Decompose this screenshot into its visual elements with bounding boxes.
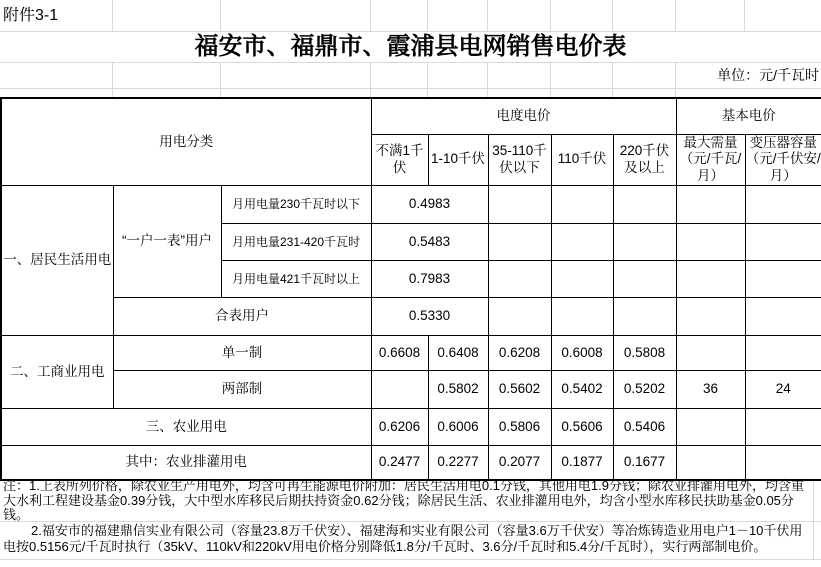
price-cell: 0.5606 — [551, 409, 613, 446]
header-voltage-1-10kv: 1-10千伏 — [428, 134, 488, 186]
price-cell — [551, 298, 613, 336]
price-cell: 0.2277 — [428, 446, 488, 480]
gridline — [675, 62, 676, 97]
note-2: 2.福安市的福建鼎信实业有限公司（容量23.8万千伏安）、福建海和实业有限公司（容量3.6万千伏安）等冶炼铸造业用电户1－10千伏用电按0.5156元/千瓦时执行（35kV、110kV和220kV用电价格分别降低1.8分/千瓦时、3.6分/千瓦时和5.4分/千瓦时），实行两部制电价。 — [3, 523, 803, 554]
price-cell — [488, 224, 551, 261]
table-row — [1, 371, 821, 409]
basic-price-cell — [745, 186, 821, 224]
gridline — [550, 0, 551, 31]
price-cell — [488, 261, 551, 298]
table-row — [1, 186, 821, 224]
gridline — [427, 0, 428, 31]
gridline — [370, 0, 371, 31]
header-voltage-under1kv: 不满1千伏 — [371, 134, 428, 186]
gridline — [112, 0, 113, 31]
tier-label: 月用电量231-420千瓦时 — [221, 224, 371, 261]
price-cell: 0.6008 — [551, 336, 613, 371]
price-cell — [613, 224, 676, 261]
header-basic-price-group: 基本电价 — [676, 98, 821, 134]
note-1: 注：1.上表所列价格，除农业生产用电外，均含可再生能源电价附加：居民生活用电0.1分钱，其他用电1.9分钱；除农业排灌用电外，均含重大水利工程建设基金0.39分钱，大中型水库移民后期扶持资金0.62分钱；除居民生活、农业排灌用电外，均含小型水库移民扶助基金0.05分钱。 — [3, 478, 804, 522]
basic-price-cell — [676, 409, 745, 446]
price-cell: 0.2477 — [371, 446, 428, 480]
price-cell: 0.5808 — [613, 336, 676, 371]
category-agricultural-irrigation: 其中：农业排灌用电 — [1, 446, 371, 480]
gridline — [112, 62, 113, 97]
price-cell: 0.6006 — [428, 409, 488, 446]
price-cell — [551, 186, 613, 224]
price-cell: 0.1677 — [613, 446, 676, 480]
price-cell: 0.6206 — [371, 409, 428, 446]
price-cell: 0.5602 — [488, 371, 551, 409]
price-cell: 0.5802 — [428, 371, 488, 409]
basic-price-cell — [676, 336, 745, 371]
gridline — [487, 62, 488, 97]
price-cell — [371, 371, 428, 409]
basic-price-cell — [745, 298, 821, 336]
tier-label: 月用电量421千瓦时以上 — [221, 261, 371, 298]
basic-price-cell — [676, 298, 745, 336]
gridline — [612, 62, 613, 97]
price-cell: 0.5402 — [551, 371, 613, 409]
subcategory-combined-meter: 合表用户 — [113, 298, 371, 336]
header-voltage-110kv: 110千伏 — [551, 134, 613, 186]
gridline — [612, 0, 613, 31]
category-residential: 一、居民生活用电 — [1, 186, 113, 336]
basic-price-cell — [676, 224, 745, 261]
tier-label: 月用电量230千瓦时以下 — [221, 186, 371, 224]
subcategory-one-meter: “一户一表”用户 — [113, 186, 221, 298]
basic-price-cell — [745, 224, 821, 261]
table-row — [1, 98, 821, 134]
price-cell — [613, 186, 676, 224]
gridline — [487, 0, 488, 31]
price-cell: 0.6208 — [488, 336, 551, 371]
basic-price-cell — [745, 336, 821, 371]
table-row — [1, 446, 821, 480]
gridline — [427, 62, 428, 97]
gridline — [0, 559, 821, 560]
price-cell: 0.5330 — [371, 298, 488, 336]
price-cell: 0.7983 — [371, 261, 488, 298]
price-cell — [613, 261, 676, 298]
price-cell: 0.1877 — [551, 446, 613, 480]
basic-price-cell — [745, 446, 821, 480]
attachment-label: 附件3-1 — [3, 7, 59, 24]
transformer-capacity-cell: 24 — [745, 371, 821, 409]
category-industrial-commercial: 二、工商业用电 — [1, 336, 113, 409]
gridline — [0, 88, 821, 89]
price-cell — [488, 186, 551, 224]
header-voltage-35-110kv: 35-110千伏以下 — [488, 134, 551, 186]
price-cell — [551, 224, 613, 261]
basic-price-cell — [676, 446, 745, 480]
price-cell: 0.5483 — [371, 224, 488, 261]
subcategory-two-part: 两部制 — [113, 371, 371, 409]
header-transformer-capacity: 变压器容量（元/千伏安/月） — [745, 134, 821, 186]
gridline — [220, 62, 221, 97]
header-voltage-220kv: 220千伏及以上 — [613, 134, 676, 186]
category-agricultural: 三、农业用电 — [1, 409, 371, 446]
table-row — [1, 409, 821, 446]
subcategory-single-part: 单一制 — [113, 336, 371, 371]
price-cell: 0.5406 — [613, 409, 676, 446]
table-row — [1, 298, 821, 336]
unit-label: 单位：元/千瓦时 — [717, 67, 819, 83]
price-cell: 0.6608 — [371, 336, 428, 371]
price-table — [0, 97, 821, 481]
header-max-demand: 最大需量（元/千瓦/月） — [676, 134, 745, 186]
max-demand-cell: 36 — [676, 371, 745, 409]
gridline — [370, 62, 371, 97]
page-title: 福安市、福鼎市、霞浦县电网销售电价表 — [194, 33, 627, 60]
gridline — [675, 0, 676, 31]
price-cell: 0.2077 — [488, 446, 551, 480]
basic-price-cell — [745, 261, 821, 298]
price-cell: 0.4983 — [371, 186, 488, 224]
price-cell — [488, 298, 551, 336]
header-classification: 用电分类 — [1, 98, 371, 186]
basic-price-cell — [676, 261, 745, 298]
gridline — [550, 62, 551, 97]
gridline — [220, 0, 221, 31]
gridline — [744, 0, 745, 31]
price-cell — [613, 298, 676, 336]
basic-price-cell — [676, 186, 745, 224]
basic-price-cell — [745, 409, 821, 446]
header-energy-price-group: 电度电价 — [371, 98, 676, 134]
price-cell: 0.5806 — [488, 409, 551, 446]
price-cell: 0.5202 — [613, 371, 676, 409]
price-cell: 0.6408 — [428, 336, 488, 371]
price-cell — [551, 261, 613, 298]
table-row — [1, 336, 821, 371]
